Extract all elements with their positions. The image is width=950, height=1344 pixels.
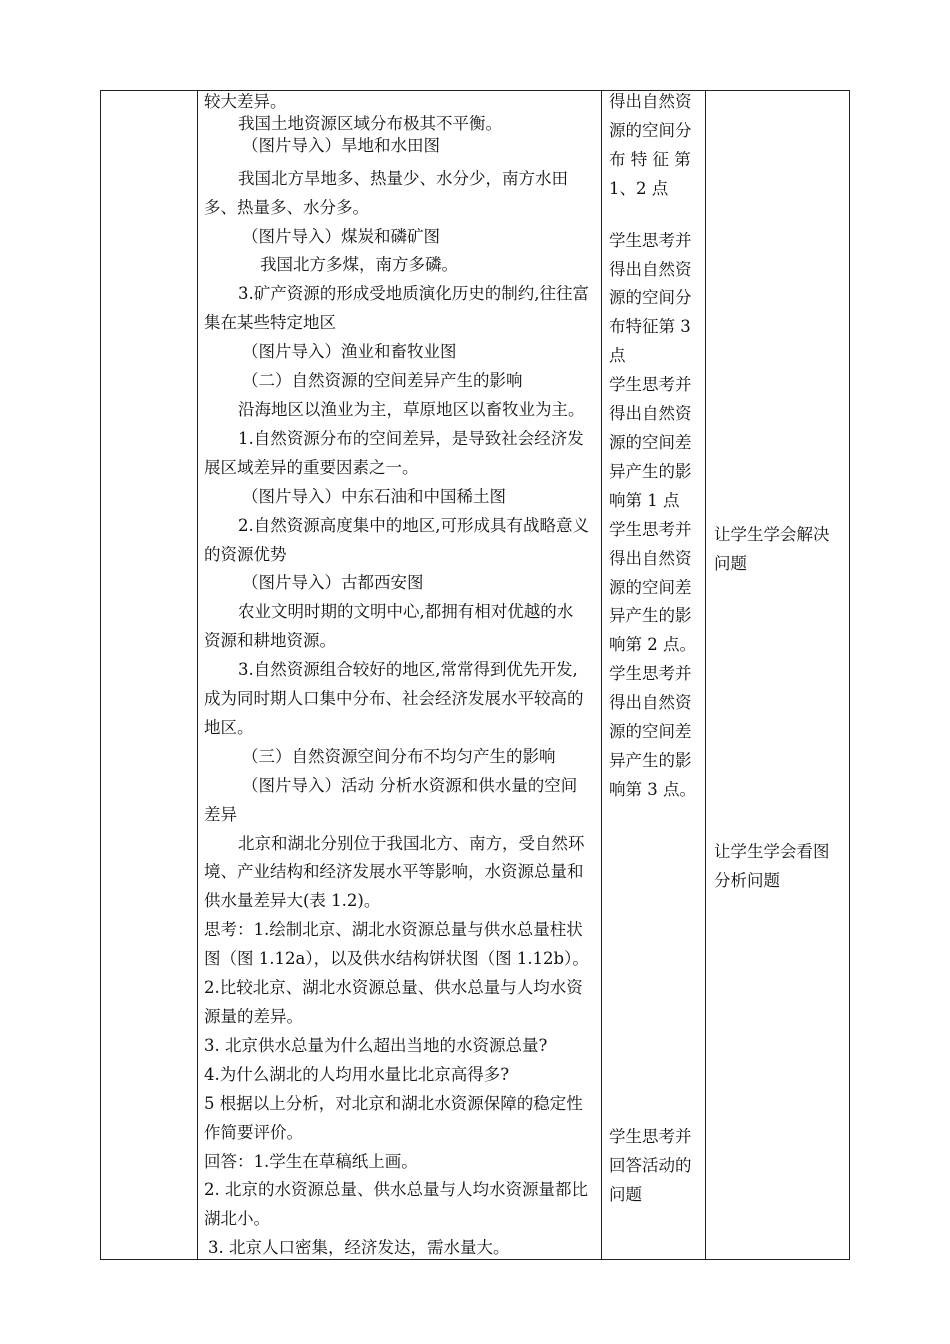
activity-line: 学生思考并: [609, 375, 692, 395]
content-line: （图片导入）古都西安图: [242, 573, 424, 593]
answer-line: 回答：1.学生在草稿纸上画。: [204, 1151, 418, 1171]
activity-line: 源的空间分: [609, 120, 692, 140]
content-line: （图片导入）活动 分析水资源和供水量的空间: [242, 775, 578, 795]
intent-line: 分析问题: [714, 870, 780, 890]
activity-line: 源的空间差: [609, 722, 692, 742]
answer-line: 3. 北京人口密集，经济发达，需水量大。: [208, 1238, 510, 1258]
intent-line: 让学生学会解决: [714, 525, 830, 544]
question-line: 4.为什么湖北的人均用水量比北京高得多?: [204, 1064, 510, 1084]
activity-line: 得出自然资: [609, 548, 692, 568]
content-line: 的资源优势: [204, 544, 287, 564]
activity-line: 学生思考并: [609, 519, 692, 539]
activity-line: 异产生的影: [609, 461, 692, 481]
activity-line: 异产生的影: [609, 606, 692, 626]
answer-line: 2. 北京的水资源总量、供水总量与人均水资源量都比: [204, 1180, 588, 1200]
content-line: （图片导入）旱地和水田图: [242, 135, 440, 155]
activity-line: 学生思考并: [609, 664, 692, 684]
activity-line: 1、2 点: [609, 178, 669, 198]
teaching-content-cell: [204, 88, 599, 1263]
activity-line: 源的空间差: [609, 577, 692, 597]
question-line: 思考：1.绘制北京、湖北水资源总量与供水总量柱状: [204, 920, 583, 940]
question-line: 作简要评价。: [204, 1122, 303, 1142]
column-divider: [705, 91, 706, 1259]
content-line: 集在某些特定地区: [204, 313, 336, 333]
activity-line: 异产生的影: [609, 750, 692, 770]
question-line: 3. 北京供水总量为什么超出当地的水资源总量?: [204, 1035, 548, 1055]
content-line: 境、产业结构和经济发展水平等影响，水资源总量和: [204, 862, 584, 882]
activity-line: 回答活动的: [609, 1155, 692, 1175]
column-divider: [601, 91, 602, 1259]
question-line: 2.比较北京、湖北水资源总量、供水总量与人均水资: [204, 978, 583, 998]
activity-line: 响第 1 点: [609, 490, 680, 510]
content-line: 展区域差异的重要因素之一。: [204, 457, 419, 477]
intent-line: 让学生学会看图: [714, 841, 830, 861]
answer-line: 湖北小。: [204, 1209, 270, 1229]
content-line: 1.自然资源分布的空间差异，是导致社会经济发: [238, 428, 584, 448]
content-line: 北京和湖北分别位于我国北方、南方，受自然环: [238, 833, 585, 853]
lesson-table: [100, 90, 850, 1260]
activity-line: 布特征第 3: [609, 317, 691, 337]
activity-line: 得出自然资: [609, 404, 692, 424]
content-line: 供水量差异大(表 1.2)。: [204, 891, 381, 911]
content-line: 多、热量多、水分多。: [204, 197, 369, 217]
content-line: 农业文明时期的文明中心,都拥有相对优越的水: [238, 602, 574, 622]
content-line: 地区。: [204, 717, 254, 737]
content-line: 我国土地资源区域分布极其不平衡。: [238, 113, 502, 133]
content-line: （图片导入）中东石油和中国稀土图: [242, 486, 506, 506]
content-line: （图片导入）渔业和畜牧业图: [242, 342, 457, 362]
content-line: 较大差异。: [204, 92, 287, 111]
activity-line: 响第 3 点。: [609, 779, 696, 799]
content-line: 差异: [204, 804, 237, 824]
activity-line: 布 特 征 第: [609, 149, 691, 169]
design-intent-cell: [714, 521, 844, 896]
content-line: 我国北方多煤，南方多磷。: [260, 255, 458, 275]
section-heading: （二）自然资源的空间差异产生的影响: [242, 371, 523, 391]
content-line: 2.自然资源高度集中的地区,可形成具有战略意义: [238, 515, 589, 535]
student-activity-cell: [609, 88, 704, 1209]
activity-line: 源的空间分: [609, 288, 692, 308]
content-line: （图片导入）煤炭和磷矿图: [242, 226, 440, 246]
content-line: 3.矿产资源的形成受地质演化历史的制约,往往富: [238, 284, 589, 304]
activity-line: 得出自然资: [609, 259, 692, 279]
content-line: 成为同时期人口集中分布、社会经济发展水平较高的: [204, 689, 584, 709]
activity-line: 响第 2 点。: [609, 635, 696, 655]
activity-line: 得出自然资: [609, 92, 692, 111]
activity-line: 源的空间差: [609, 432, 692, 452]
question-line: 图（图 1.12a），以及供水结构饼状图（图 1.12b）。: [204, 949, 589, 969]
content-line: 我国北方旱地多、热量少、水分少，南方水田: [238, 168, 568, 188]
intent-line: 问题: [714, 553, 747, 573]
question-line: 5 根据以上分析，对北京和湖北水资源保障的稳定性: [204, 1093, 583, 1113]
content-line: 资源和耕地资源。: [204, 631, 336, 651]
content-line: 3.自然资源组合较好的地区,常常得到优先开发,: [238, 660, 578, 680]
activity-line: 学生思考并: [609, 230, 692, 250]
content-line: 沿海地区以渔业为主，草原地区以畜牧业为主。: [238, 399, 585, 419]
activity-line: 问题: [609, 1184, 642, 1204]
activity-line: 得出自然资: [609, 693, 692, 713]
question-line: 源量的差异。: [204, 1007, 303, 1026]
activity-line: 点: [609, 346, 626, 366]
activity-line: 学生思考并: [609, 1126, 692, 1146]
section-heading: （三）自然资源空间分布不均匀产生的影响: [242, 746, 556, 766]
column-divider: [197, 91, 198, 1259]
